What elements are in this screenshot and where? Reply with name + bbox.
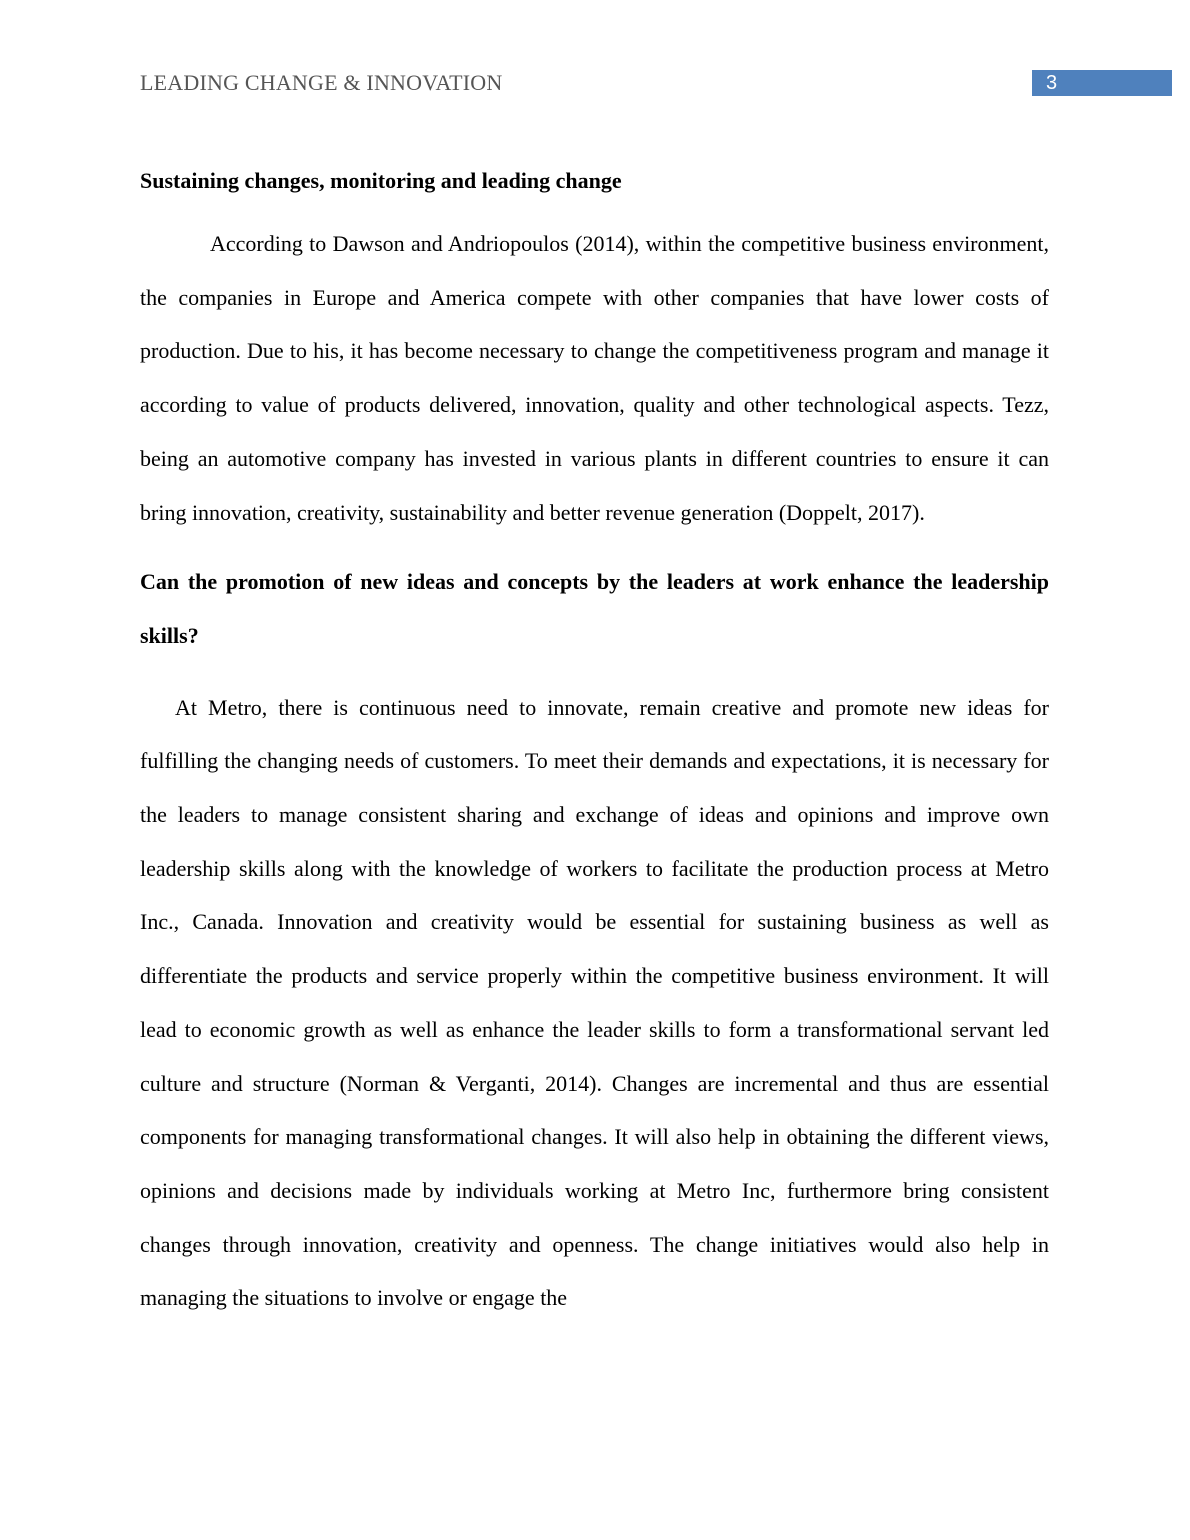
page-number: 3 xyxy=(1046,72,1058,94)
paragraph-metro: At Metro, there is continuous need to innovate, remain creative and promote new ideas for fulfilling the changing needs of customers. To meet their demands and expectations, it is necessary for the leaders to manage consistent sharing and exchange of ideas and opinions and improve own leadership skills along with the knowledge of workers to facilitate the production process at Metro Inc., Canada. Innovation and creativity would be essential for sustaining business as well as differentiate the products and service properly within the competitive business environment. It will lead to economic growth as well as enhance the leader skills to form a transformational servant led culture and structure (Norman & Verganti, 2014). Changes are incremental and thus are essential components for managing transformational changes. It will also help in obtaining the different views, opinions and decisions made by individuals working at Metro Inc, furthermore bring consistent changes through innovation, creativity and openness. The change initiatives would also help in managing the situations to involve or engage the xyxy=(140,694,1049,1311)
paragraph-dawson-andriopoulos: According to Dawson and Andriopoulos (2014), within the competitive business environment, the companies in Europe and America compete with other companies that have lower costs of production. Due to his, it has become necessary to change the competitiveness program and manage it according to value of products delivered, innovation, quality and other technological aspects. Tezz, being an automotive company has invested in various plants in different countries to ensure it can bring innovation, creativity, sustainability and better revenue generation (Doppelt, 2017). xyxy=(140,231,1049,525)
document-body xyxy=(140,163,1049,1325)
section-heading-promotion-of-ideas: Can the promotion of new ideas and concepts by the leaders at work enhance the leadership skills? xyxy=(140,569,1049,648)
running-head-title: LEADING CHANGE & INNOVATION xyxy=(140,70,503,95)
section-heading-sustaining-changes: Sustaining changes, monitoring and leading change xyxy=(140,168,622,193)
page-number-bar xyxy=(1032,70,1172,96)
